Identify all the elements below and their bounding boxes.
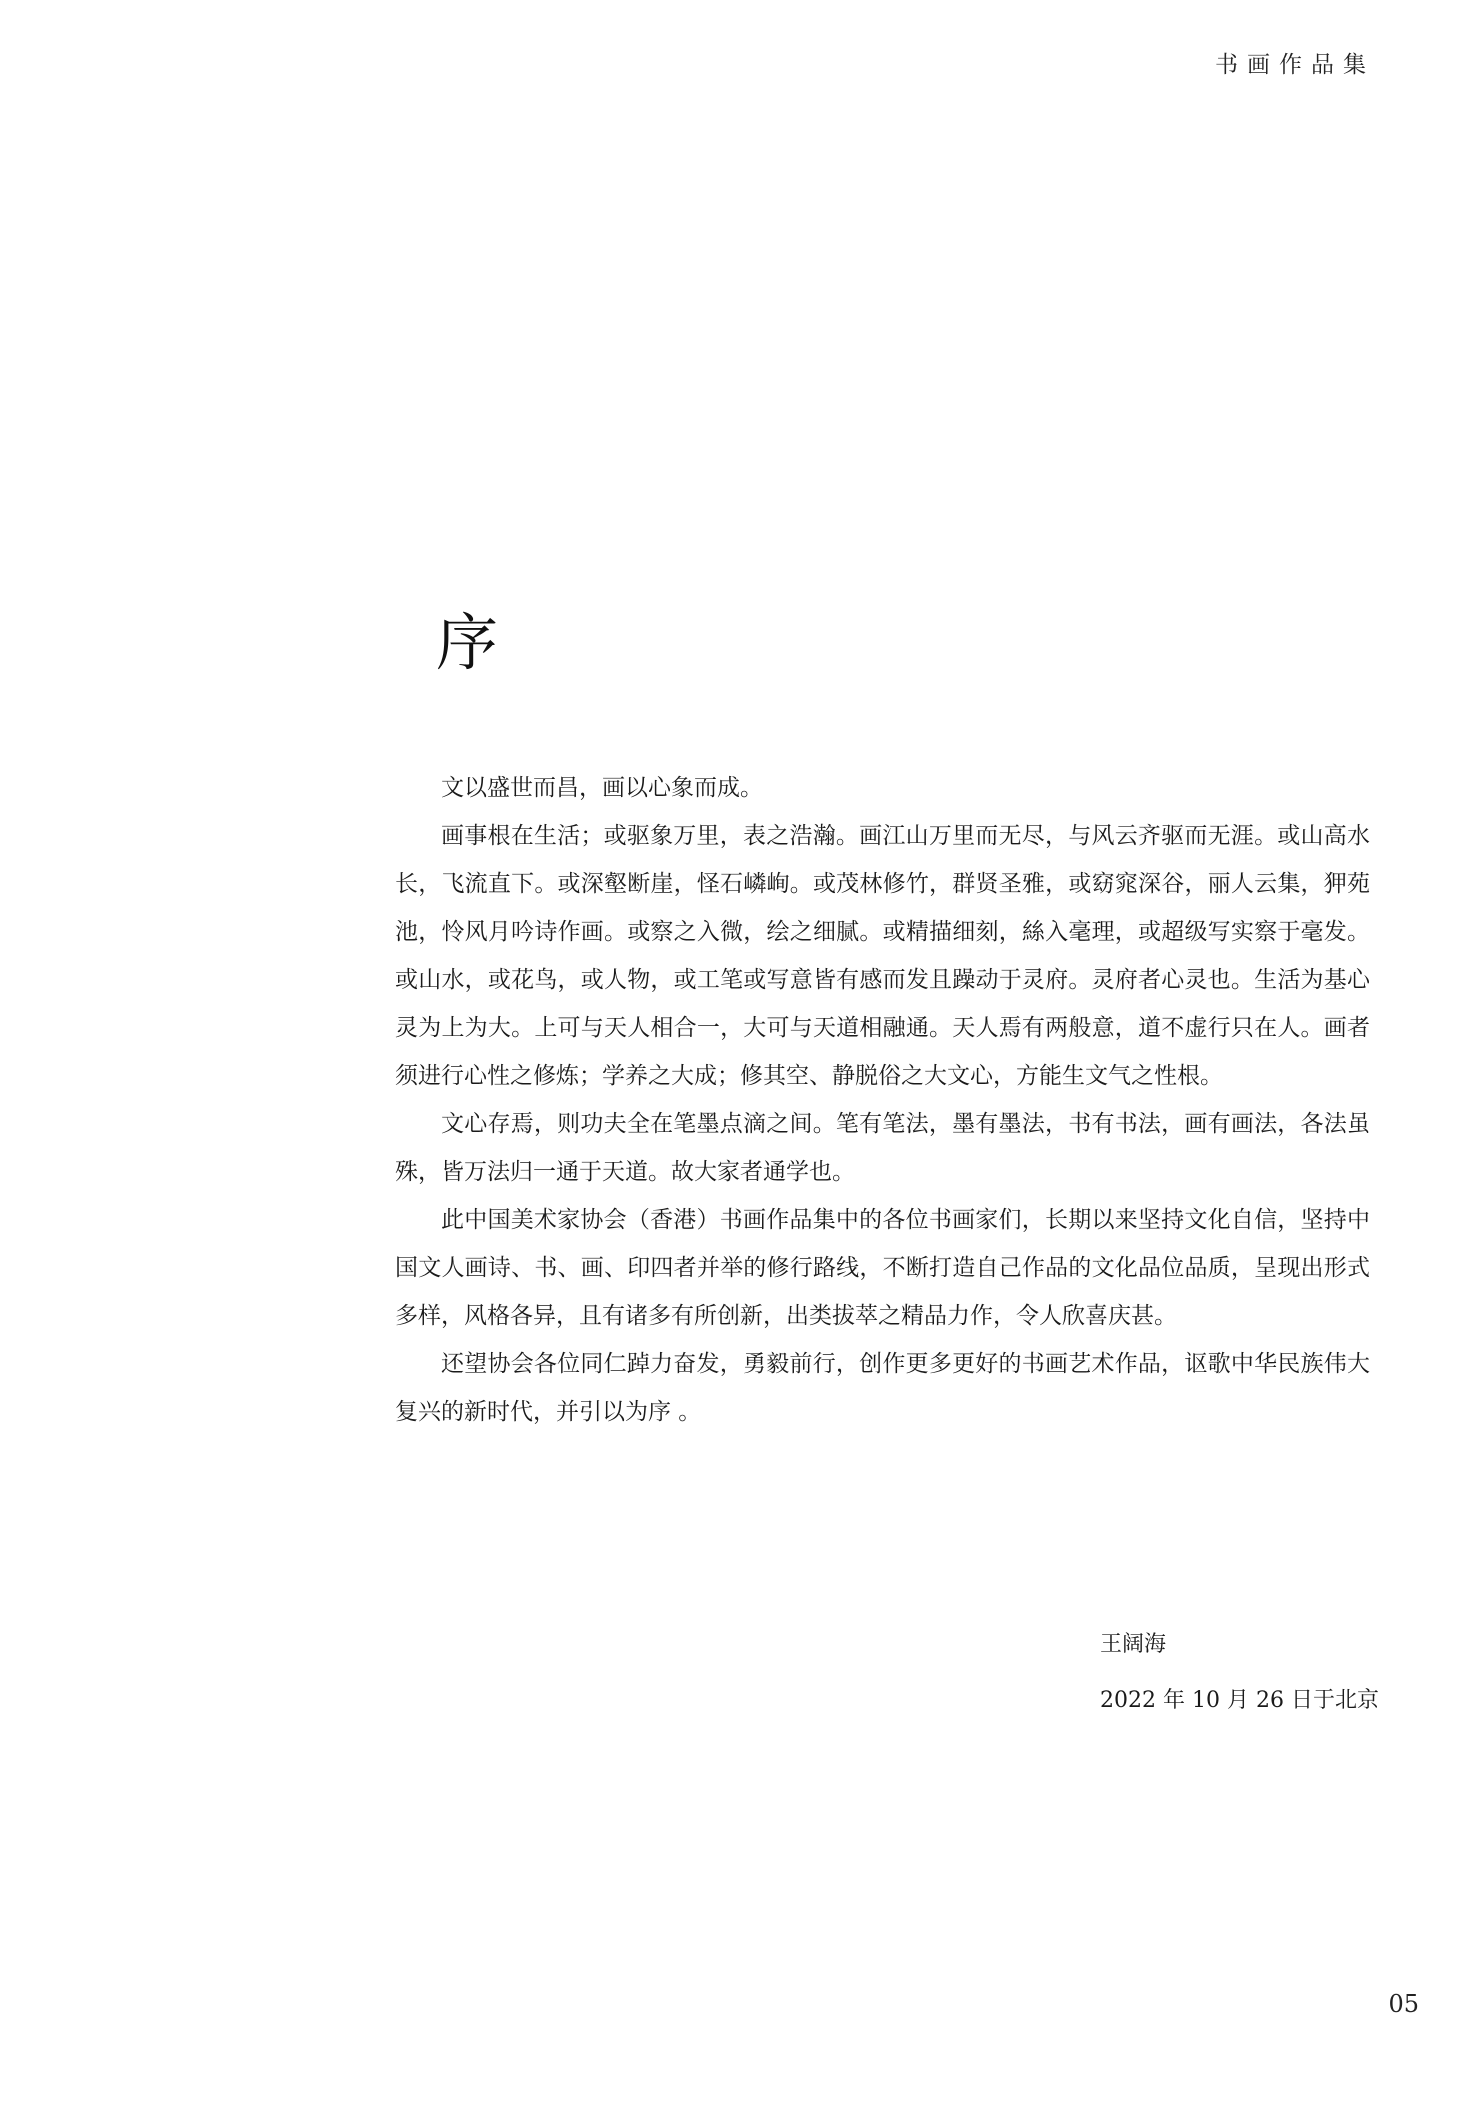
page-title: 序 <box>436 606 499 679</box>
signature-block <box>1100 1617 1379 1729</box>
page-number: 05 <box>1388 1990 1419 2018</box>
paragraph: 文心存焉，则功夫全在笔墨点滴之间。笔有笔法，墨有墨法，书有书法，画有画法，各法虽殊，皆万法归一通于天道。故大家者通学也。 <box>395 1111 1370 1185</box>
date-place: 2022 年 10 月 26 日于北京 <box>1100 1688 1379 1713</box>
paragraph: 此中国美术家协会（香港）书画作品集中的各位书画家们，长期以来坚持文化自信，坚持中国文人画诗、书、画、印四者并举的修行路线，不断打造自己作品的文化品位品质，呈现出形式多样，风格各异，且有诸多有所创新，出类拔萃之精品力作，令人欣喜庆甚。 <box>395 1207 1370 1329</box>
preface-body <box>395 764 1370 1436</box>
paragraph: 文以盛世而昌，画以心象而成。 <box>441 775 763 801</box>
paragraph: 还望协会各位同仁踔力奋发，勇毅前行，创作更多更好的书画艺术作品，讴歌中华民族伟大复兴的新时代，并引以为序 。 <box>395 1351 1370 1425</box>
author-name: 王阔海 <box>1100 1632 1167 1657</box>
paragraph: 画事根在生活；或驱象万里，表之浩瀚。画江山万里而无尽，与风云齐驱而无涯。或山高水长，飞流直下。或深壑断崖，怪石嶙峋。或茂林修竹，群贤圣雅，或窈窕深谷，丽人云集，狎苑池，怜风月吟诗作画。或察之入微，绘之细腻。或精描细刻，絲入毫理，或超级写实察于毫发。或山水，或花鸟，或人物，或工笔或写意皆有感而发且躁动于灵府。灵府者心灵也。生活为基心灵为上为大。上可与天人相合一，大可与天道相融通。天人焉有两般意，道不虚行只在人。画者须进行心性之修炼；学养之大成；修其空、静脱俗之大文心，方能生文气之性根。 <box>395 823 1370 1089</box>
running-header: 书画作品集 <box>1215 52 1375 78</box>
